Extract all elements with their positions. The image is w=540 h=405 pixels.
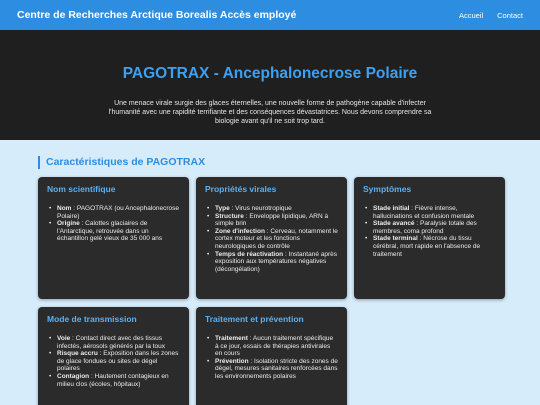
card-list-item [205,213,338,228]
card-title: Mode de transmission [47,314,137,324]
item-text: : Paralysie totale des membres, coma profond [373,220,477,235]
hero-description: Une menace virale surgie des glaces éternelles, une nouvelle forme de pathogène capable d'infecter l'humanité avec une rapidité terrifiante et des conséquences dévastatrices. Nous devons comprendre sa biologie avant qu'il ne soit trop tard. [108,100,432,125]
item-text: : Exposition dans les zones de glace fondues ou sites de dégel polaires [57,350,179,373]
characteristics-section [0,140,540,405]
card-list-item [363,220,496,235]
card-list-item [205,251,338,274]
item-text: : Aucun traitement spécifique à ce jour, essais de thérapies antivirales en cours [215,335,334,358]
card-traitement-prevention [196,307,347,405]
hero-title: PAGOTRAX - Ancephalonecrose Polaire [122,65,418,82]
card-list [47,205,180,243]
nav-link-contact[interactable]: Contact [497,10,523,20]
item-key: Zone d'infection [215,227,265,235]
card-list [205,205,338,273]
card-list-item [47,350,180,373]
card-list-item [205,228,338,251]
card-symptomes [354,177,505,299]
item-key: Risque accru [57,350,98,358]
card-list [363,205,496,258]
item-key: Temps de réactivation [215,250,284,258]
card-title: Traitement et prévention [205,314,304,324]
item-text: : Contact direct avec des tissus infectés, aérosols générés par la toux [57,335,166,350]
card-list-item [205,205,338,213]
cards-grid [38,177,502,405]
card-nom-scientifique [38,177,189,299]
brand-title: Centre de Recherches Arctique Borealis Accès employé [17,9,297,21]
item-text: : Fièvre intense, hallucinations et confusion mentale [373,205,475,220]
item-key: Nom [57,205,72,212]
card-list-item [47,220,180,243]
item-text: : Calottes glaciaires de l'Antarctique, retrouvée dans un échantillon gelé vieux de 35 000 ans [57,220,163,243]
card-mode-transmission [38,307,189,405]
item-key: Voie [57,335,71,342]
nav-links [459,11,523,20]
empty-grid-cell [354,307,505,405]
section-title: Caractéristiques de PAGOTRAX [38,156,502,169]
card-list-item [47,205,180,220]
item-key: Origine [57,220,80,228]
top-navbar [0,0,540,30]
item-text: : PAGOTRAX (ou Ancephalonecrose Polaire) [57,205,179,220]
item-key: Stade initial [373,205,410,212]
card-list-item [47,373,180,388]
card-proprietes-virales [196,177,347,299]
item-text: : Hautement contagieux en milieu clos (écoles, hôpitaux) [57,372,169,388]
nav-link-accueil[interactable]: Accueil [458,10,484,20]
card-title: Nom scientifique [47,184,116,194]
card-list [205,335,338,381]
item-text: : Cerveau, notamment le cortex moteur et les fonctions neurologiques de contrôle [215,227,338,250]
item-key: Type [215,205,230,212]
card-title: Propriétés virales [205,184,277,194]
card-list [47,335,180,388]
item-key: Traitement [215,335,248,342]
item-key: Stade terminal [373,235,418,243]
item-text: : Instantané après exposition aux températures négatives (décongélation) [215,250,337,273]
card-title: Symptômes [363,184,412,194]
card-list-item [205,335,338,358]
item-key: Structure [215,212,244,220]
item-text: : Isolation stricte des zones de dégel, mesures sanitaires renforcées dans les environnements polaires [215,357,338,380]
item-key: Stade avancé [373,220,415,228]
card-list-item [363,235,496,258]
card-list-item [47,335,180,350]
item-text: : Virus neurotropique [229,205,292,212]
card-list-item [363,205,496,220]
item-text: : Nécrose du tissu cérébral, mort rapide en l'absence de traitement [373,235,481,258]
item-key: Contagion [57,372,90,380]
hero-banner [0,30,540,140]
card-list-item [205,358,338,381]
item-text: : Enveloppe lipidique, ARN à simple brin [215,212,329,228]
item-key: Prévention [215,357,249,365]
